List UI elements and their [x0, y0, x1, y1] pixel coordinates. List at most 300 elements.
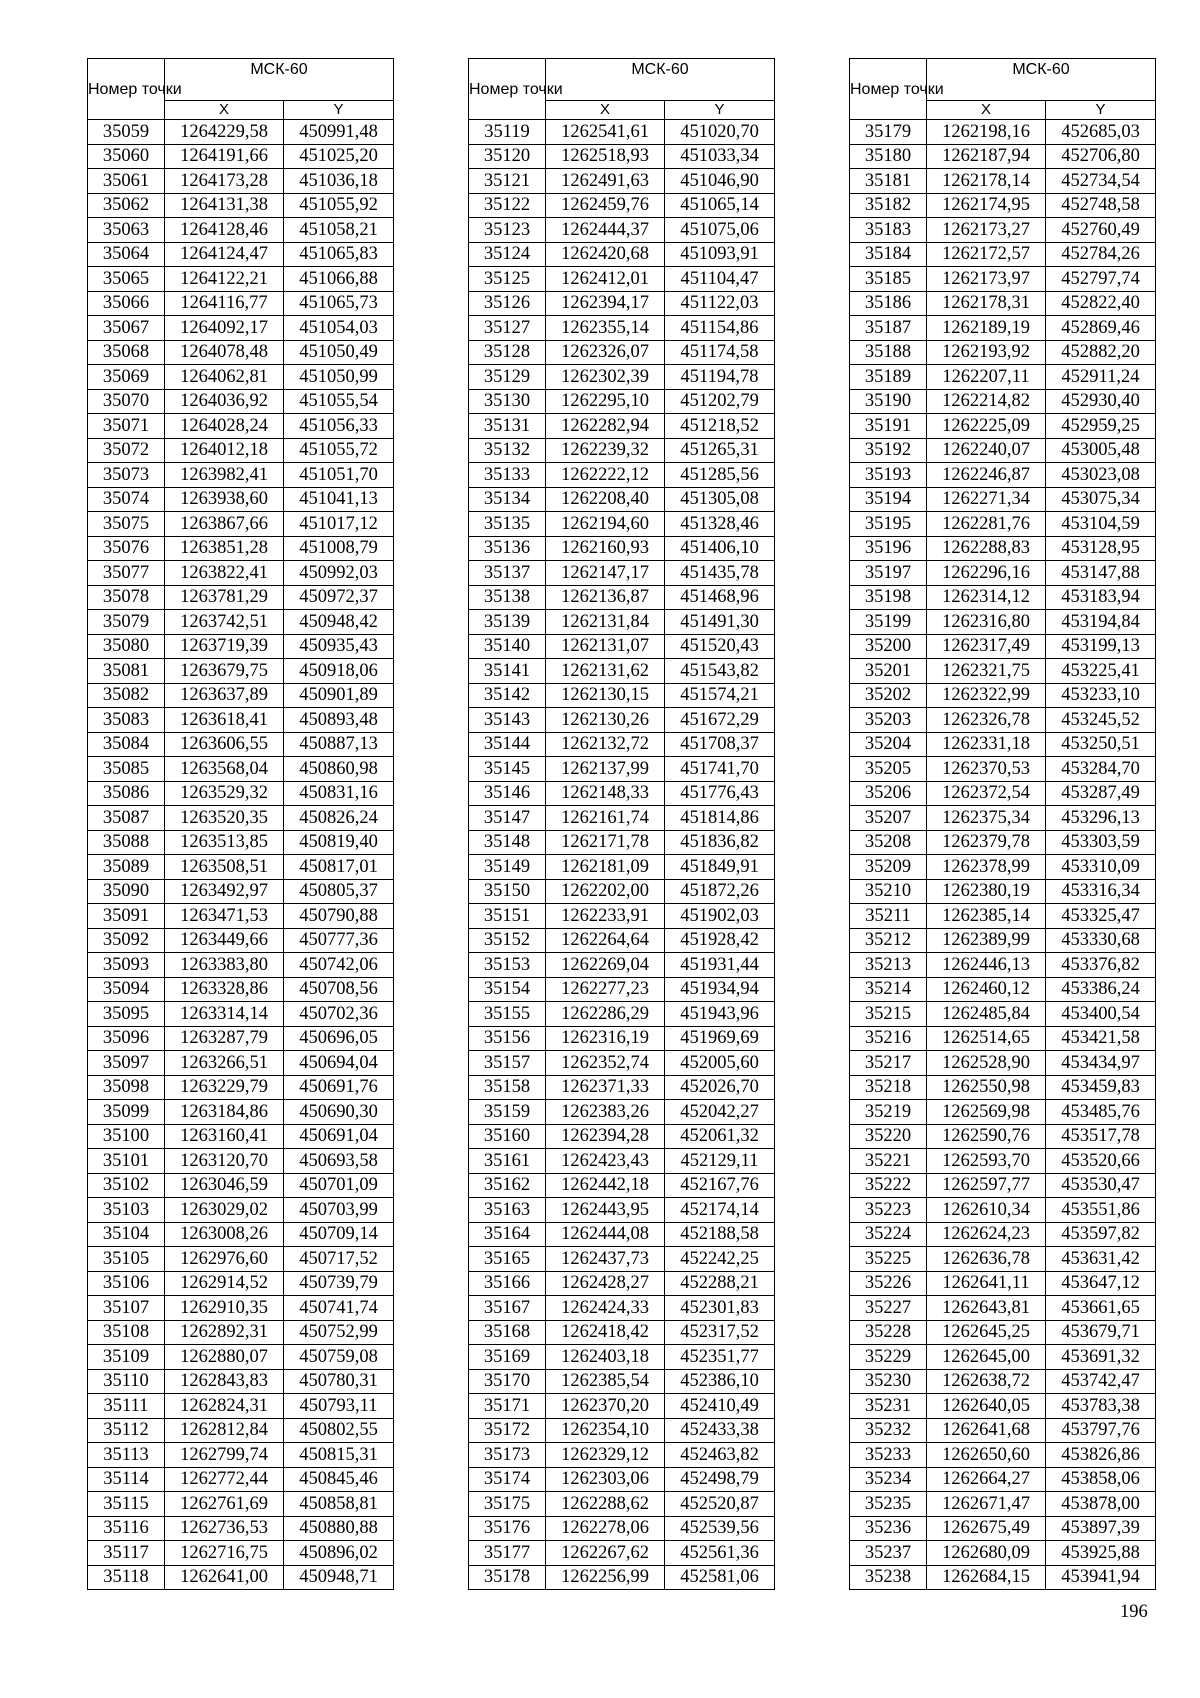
- y-coordinate-cell: 453647,12: [1046, 1271, 1156, 1296]
- x-coordinate-cell: 1262418,42: [546, 1320, 665, 1345]
- y-coordinate-cell: 452167,76: [665, 1173, 775, 1198]
- table-row: [469, 1222, 775, 1247]
- table-row: [88, 1002, 394, 1027]
- x-coordinate-cell: 1262303,06: [546, 1467, 665, 1492]
- x-coordinate-cell: 1262420,68: [546, 242, 665, 267]
- point-number-cell: 35200: [850, 634, 927, 659]
- point-number-cell: 35210: [850, 879, 927, 904]
- point-number-cell: 35208: [850, 830, 927, 855]
- table-row: [88, 1516, 394, 1541]
- x-coordinate-cell: 1262277,23: [546, 977, 665, 1002]
- y-coordinate-cell: 450991,48: [284, 120, 394, 145]
- point-number-cell: 35090: [88, 879, 165, 904]
- table-row: [88, 1467, 394, 1492]
- point-number-cell: 35184: [850, 242, 927, 267]
- x-coordinate-cell: 1262354,10: [546, 1418, 665, 1443]
- x-coordinate-cell: 1262675,49: [927, 1516, 1046, 1541]
- x-coordinate-cell: 1262424,33: [546, 1296, 665, 1321]
- x-coordinate-cell: 1262189,19: [927, 316, 1046, 341]
- table-row: [88, 1394, 394, 1419]
- y-coordinate-cell: 451285,56: [665, 463, 775, 488]
- point-number-cell: 35166: [469, 1271, 546, 1296]
- table-row: [850, 1173, 1156, 1198]
- table-row: [469, 144, 775, 169]
- point-number-cell: 35125: [469, 267, 546, 292]
- x-coordinate-cell: 1262130,15: [546, 683, 665, 708]
- x-coordinate-cell: 1263938,60: [165, 487, 284, 512]
- x-coordinate-cell: 1262161,74: [546, 806, 665, 831]
- point-number-cell: 35059: [88, 120, 165, 145]
- point-number-cell: 35093: [88, 953, 165, 978]
- table-row: [88, 1271, 394, 1296]
- x-coordinate-cell: 1262326,78: [927, 708, 1046, 733]
- x-coordinate-cell: 1262321,75: [927, 659, 1046, 684]
- y-coordinate-cell: 453400,54: [1046, 1002, 1156, 1027]
- table-row: [88, 879, 394, 904]
- table-row: [850, 1051, 1156, 1076]
- table-row: [469, 757, 775, 782]
- y-coordinate-cell: 452581,06: [665, 1565, 775, 1590]
- coordinate-system-header: МСК-60: [546, 59, 775, 101]
- y-coordinate-cell: 452784,26: [1046, 242, 1156, 267]
- x-coordinate-cell: 1262372,54: [927, 781, 1046, 806]
- point-number-cell: 35171: [469, 1394, 546, 1419]
- y-coordinate-cell: 450741,74: [284, 1296, 394, 1321]
- point-number-cell: 35095: [88, 1002, 165, 1027]
- y-coordinate-cell: 451265,31: [665, 438, 775, 463]
- point-number-cell: 35196: [850, 536, 927, 561]
- point-number-cell: 35216: [850, 1026, 927, 1051]
- coordinate-table-2: [468, 58, 775, 1590]
- point-number-cell: 35215: [850, 1002, 927, 1027]
- x-coordinate-cell: 1262208,40: [546, 487, 665, 512]
- y-coordinate-cell: 450790,88: [284, 904, 394, 929]
- point-number-cell: 35158: [469, 1075, 546, 1100]
- x-coordinate-cell: 1262403,18: [546, 1345, 665, 1370]
- table-row: [469, 487, 775, 512]
- point-number-cell: 35112: [88, 1418, 165, 1443]
- table-row: [850, 193, 1156, 218]
- table-row: [469, 1173, 775, 1198]
- x-coordinate-cell: 1262136,87: [546, 585, 665, 610]
- x-coordinate-cell: 1264036,92: [165, 389, 284, 414]
- x-coordinate-cell: 1262428,27: [546, 1271, 665, 1296]
- x-coordinate-cell: 1263867,66: [165, 512, 284, 537]
- y-coordinate-cell: 452288,21: [665, 1271, 775, 1296]
- x-coordinate-cell: 1263851,28: [165, 536, 284, 561]
- y-coordinate-cell: 450694,04: [284, 1051, 394, 1076]
- y-coordinate-cell: 451708,37: [665, 732, 775, 757]
- y-coordinate-cell: 453147,88: [1046, 561, 1156, 586]
- table-row: [850, 1345, 1156, 1370]
- point-number-cell: 35068: [88, 340, 165, 365]
- y-coordinate-cell: 451934,94: [665, 977, 775, 1002]
- point-number-cell: 35161: [469, 1149, 546, 1174]
- x-coordinate-cell: 1262148,33: [546, 781, 665, 806]
- y-coordinate-cell: 452301,83: [665, 1296, 775, 1321]
- y-coordinate-cell: 451055,92: [284, 193, 394, 218]
- table-row: [850, 218, 1156, 243]
- y-coordinate-cell: 450992,03: [284, 561, 394, 586]
- table-row: [850, 1467, 1156, 1492]
- x-coordinate-cell: 1262207,11: [927, 365, 1046, 390]
- x-coordinate-cell: 1263029,02: [165, 1198, 284, 1223]
- point-number-cell: 35198: [850, 585, 927, 610]
- point-number-cell: 35137: [469, 561, 546, 586]
- y-coordinate-cell: 450777,36: [284, 928, 394, 953]
- point-number-cell: 35082: [88, 683, 165, 708]
- table-row: [469, 414, 775, 439]
- table-row: [850, 1124, 1156, 1149]
- point-number-cell: 35069: [88, 365, 165, 390]
- point-number-cell: 35111: [88, 1394, 165, 1419]
- x-coordinate-cell: 1262286,29: [546, 1002, 665, 1027]
- point-number-cell: 35096: [88, 1026, 165, 1051]
- x-coordinate-cell: 1262282,94: [546, 414, 665, 439]
- x-coordinate-cell: 1262716,75: [165, 1541, 284, 1566]
- table-row: [469, 438, 775, 463]
- x-coordinate-cell: 1262443,95: [546, 1198, 665, 1223]
- y-coordinate-cell: 452959,25: [1046, 414, 1156, 439]
- x-coordinate-cell: 1264124,47: [165, 242, 284, 267]
- y-coordinate-cell: 453284,70: [1046, 757, 1156, 782]
- y-coordinate-cell: 452026,70: [665, 1075, 775, 1100]
- x-coordinate-cell: 1262355,14: [546, 316, 665, 341]
- point-number-cell: 35141: [469, 659, 546, 684]
- table-row: [469, 1198, 775, 1223]
- x-coordinate-cell: 1262880,07: [165, 1345, 284, 1370]
- point-number-cell: 35172: [469, 1418, 546, 1443]
- table-row: [88, 1345, 394, 1370]
- point-number-cell: 35109: [88, 1345, 165, 1370]
- point-number-cell: 35202: [850, 683, 927, 708]
- point-number-cell: 35235: [850, 1492, 927, 1517]
- y-coordinate-cell: 451520,43: [665, 634, 775, 659]
- table-row: [469, 1247, 775, 1272]
- table-row: [88, 536, 394, 561]
- x-coordinate-cell: 1262240,07: [927, 438, 1046, 463]
- point-number-header: Номер точки: [88, 59, 165, 120]
- y-coordinate-cell: 450708,56: [284, 977, 394, 1002]
- point-number-cell: 35169: [469, 1345, 546, 1370]
- table-row: [469, 1100, 775, 1125]
- table-row: [850, 267, 1156, 292]
- table-row: [850, 1222, 1156, 1247]
- table-row: [850, 1418, 1156, 1443]
- point-number-cell: 35229: [850, 1345, 927, 1370]
- x-coordinate-cell: 1262640,05: [927, 1394, 1046, 1419]
- x-coordinate-cell: 1262684,15: [927, 1565, 1046, 1590]
- x-coordinate-cell: 1262385,14: [927, 904, 1046, 929]
- table-row: [88, 1492, 394, 1517]
- point-number-cell: 35233: [850, 1443, 927, 1468]
- table-row: [850, 1198, 1156, 1223]
- point-number-cell: 35084: [88, 732, 165, 757]
- y-coordinate-cell: 450693,58: [284, 1149, 394, 1174]
- x-coordinate-cell: 1264122,21: [165, 267, 284, 292]
- y-coordinate-cell: 453245,52: [1046, 708, 1156, 733]
- x-coordinate-cell: 1264131,38: [165, 193, 284, 218]
- y-coordinate-cell: 450893,48: [284, 708, 394, 733]
- y-coordinate-cell: 452882,20: [1046, 340, 1156, 365]
- table-row: [88, 659, 394, 684]
- point-number-cell: 35179: [850, 120, 927, 145]
- table-row: [469, 169, 775, 194]
- x-coordinate-cell: 1264128,46: [165, 218, 284, 243]
- point-number-cell: 35173: [469, 1443, 546, 1468]
- x-coordinate-cell: 1262799,74: [165, 1443, 284, 1468]
- table-row: [850, 1369, 1156, 1394]
- y-coordinate-cell: 451033,34: [665, 144, 775, 169]
- y-coordinate-cell: 450742,06: [284, 953, 394, 978]
- y-coordinate-cell: 453485,76: [1046, 1100, 1156, 1125]
- x-coordinate-cell: 1262264,64: [546, 928, 665, 953]
- x-coordinate-cell: 1262485,84: [927, 1002, 1046, 1027]
- table-row: [469, 855, 775, 880]
- x-coordinate-cell: 1262172,57: [927, 242, 1046, 267]
- point-number-cell: 35076: [88, 536, 165, 561]
- point-number-cell: 35219: [850, 1100, 927, 1125]
- table-row: [88, 904, 394, 929]
- table-row: [88, 463, 394, 488]
- table-row: [469, 1565, 775, 1590]
- table-row: [850, 1443, 1156, 1468]
- x-coordinate-cell: 1262491,63: [546, 169, 665, 194]
- x-column-header: X: [546, 101, 665, 120]
- point-number-cell: 35207: [850, 806, 927, 831]
- point-number-cell: 35065: [88, 267, 165, 292]
- point-number-cell: 35128: [469, 340, 546, 365]
- table-row: [88, 561, 394, 586]
- point-number-header: Номер точки: [469, 59, 546, 120]
- table-row: [88, 977, 394, 1002]
- table-row: [850, 1516, 1156, 1541]
- y-coordinate-cell: 450826,24: [284, 806, 394, 831]
- point-number-cell: 35143: [469, 708, 546, 733]
- table-row: [88, 1541, 394, 1566]
- table-row: [469, 1051, 775, 1076]
- y-coordinate-cell: 451036,18: [284, 169, 394, 194]
- x-coordinate-cell: 1263287,79: [165, 1026, 284, 1051]
- x-coordinate-cell: 1262892,31: [165, 1320, 284, 1345]
- table-row: [469, 218, 775, 243]
- x-column-header: X: [165, 101, 284, 120]
- x-coordinate-cell: 1262650,60: [927, 1443, 1046, 1468]
- x-coordinate-cell: 1262914,52: [165, 1271, 284, 1296]
- y-coordinate-cell: 453303,59: [1046, 830, 1156, 855]
- y-coordinate-cell: 453075,34: [1046, 487, 1156, 512]
- x-coordinate-cell: 1262352,74: [546, 1051, 665, 1076]
- y-coordinate-cell: 450887,13: [284, 732, 394, 757]
- table-row: [850, 1002, 1156, 1027]
- table-row: [850, 732, 1156, 757]
- y-coordinate-cell: 453421,58: [1046, 1026, 1156, 1051]
- table-row: [850, 904, 1156, 929]
- x-coordinate-cell: 1263449,66: [165, 928, 284, 953]
- y-coordinate-cell: 451776,43: [665, 781, 775, 806]
- table-row: [88, 438, 394, 463]
- y-coordinate-cell: 453783,38: [1046, 1394, 1156, 1419]
- x-coordinate-cell: 1262131,62: [546, 659, 665, 684]
- table-row: [469, 610, 775, 635]
- table-row: [88, 487, 394, 512]
- point-number-cell: 35175: [469, 1492, 546, 1517]
- y-coordinate-cell: 451050,99: [284, 365, 394, 390]
- x-coordinate-cell: 1262444,08: [546, 1222, 665, 1247]
- table-row: [469, 1492, 775, 1517]
- x-coordinate-cell: 1263513,85: [165, 830, 284, 855]
- y-coordinate-cell: 451836,82: [665, 830, 775, 855]
- table-row: [850, 120, 1156, 145]
- point-number-cell: 35181: [850, 169, 927, 194]
- y-coordinate-cell: 451202,79: [665, 389, 775, 414]
- x-coordinate-cell: 1263046,59: [165, 1173, 284, 1198]
- point-number-cell: 35072: [88, 438, 165, 463]
- point-number-header: Номер точки: [850, 59, 927, 120]
- x-coordinate-cell: 1264191,66: [165, 144, 284, 169]
- table-body: [469, 120, 775, 1590]
- x-coordinate-cell: 1262171,78: [546, 830, 665, 855]
- table-row: [469, 1320, 775, 1345]
- x-coordinate-cell: 1263229,79: [165, 1075, 284, 1100]
- point-number-cell: 35154: [469, 977, 546, 1002]
- coordinate-system-header: МСК-60: [165, 59, 394, 101]
- table-row: [469, 193, 775, 218]
- y-coordinate-cell: 451931,44: [665, 953, 775, 978]
- y-coordinate-cell: 453023,08: [1046, 463, 1156, 488]
- y-coordinate-cell: 451305,08: [665, 487, 775, 512]
- point-number-cell: 35094: [88, 977, 165, 1002]
- y-coordinate-cell: 450817,01: [284, 855, 394, 880]
- x-coordinate-cell: 1262281,76: [927, 512, 1046, 537]
- x-coordinate-cell: 1262316,80: [927, 610, 1046, 635]
- y-coordinate-cell: 451056,33: [284, 414, 394, 439]
- point-number-cell: 35156: [469, 1026, 546, 1051]
- point-number-cell: 35188: [850, 340, 927, 365]
- point-number-cell: 35212: [850, 928, 927, 953]
- x-coordinate-cell: 1262214,82: [927, 389, 1046, 414]
- table-row: [850, 928, 1156, 953]
- table-row: [88, 389, 394, 414]
- table-row: [850, 659, 1156, 684]
- x-coordinate-cell: 1262442,18: [546, 1173, 665, 1198]
- table-row: [88, 830, 394, 855]
- point-number-cell: 35180: [850, 144, 927, 169]
- point-number-cell: 35221: [850, 1149, 927, 1174]
- y-coordinate-cell: 450972,37: [284, 585, 394, 610]
- table-row: [850, 1271, 1156, 1296]
- y-coordinate-cell: 452685,03: [1046, 120, 1156, 145]
- y-coordinate-cell: 450845,46: [284, 1467, 394, 1492]
- x-coordinate-cell: 1262824,31: [165, 1394, 284, 1419]
- table-row: [469, 389, 775, 414]
- table-row: [469, 1271, 775, 1296]
- y-coordinate-cell: 453597,82: [1046, 1222, 1156, 1247]
- y-coordinate-cell: 452188,58: [665, 1222, 775, 1247]
- point-number-cell: 35237: [850, 1541, 927, 1566]
- table-row: [850, 806, 1156, 831]
- y-coordinate-cell: 452242,25: [665, 1247, 775, 1272]
- table-row: [850, 1492, 1156, 1517]
- y-coordinate-cell: 453183,94: [1046, 585, 1156, 610]
- x-coordinate-cell: 1263781,29: [165, 585, 284, 610]
- point-number-cell: 35133: [469, 463, 546, 488]
- table-row: [88, 1173, 394, 1198]
- x-coordinate-cell: 1262322,99: [927, 683, 1046, 708]
- x-coordinate-cell: 1262772,44: [165, 1467, 284, 1492]
- coordinate-system-header: МСК-60: [927, 59, 1156, 101]
- y-coordinate-cell: 451041,13: [284, 487, 394, 512]
- x-coordinate-cell: 1262132,72: [546, 732, 665, 757]
- y-coordinate-cell: 451075,06: [665, 218, 775, 243]
- table-row: [88, 1369, 394, 1394]
- table-row: [469, 512, 775, 537]
- table-row: [469, 1149, 775, 1174]
- point-number-cell: 35060: [88, 144, 165, 169]
- table-row: [88, 1198, 394, 1223]
- table-row: [88, 291, 394, 316]
- x-coordinate-cell: 1263266,51: [165, 1051, 284, 1076]
- y-coordinate-cell: 451969,69: [665, 1026, 775, 1051]
- point-number-cell: 35174: [469, 1467, 546, 1492]
- x-coordinate-cell: 1262187,94: [927, 144, 1046, 169]
- point-number-cell: 35092: [88, 928, 165, 953]
- x-coordinate-cell: 1262514,65: [927, 1026, 1046, 1051]
- point-number-cell: 35203: [850, 708, 927, 733]
- x-coordinate-cell: 1262269,04: [546, 953, 665, 978]
- point-number-cell: 35145: [469, 757, 546, 782]
- y-coordinate-cell: 453296,13: [1046, 806, 1156, 831]
- y-coordinate-cell: 453858,06: [1046, 1467, 1156, 1492]
- x-coordinate-cell: 1262664,27: [927, 1467, 1046, 1492]
- table-row: [88, 120, 394, 145]
- table-row: [88, 1296, 394, 1321]
- y-coordinate-cell: 450701,09: [284, 1173, 394, 1198]
- x-coordinate-cell: 1264062,81: [165, 365, 284, 390]
- x-coordinate-cell: 1262593,70: [927, 1149, 1046, 1174]
- point-number-cell: 35139: [469, 610, 546, 635]
- point-number-cell: 35136: [469, 536, 546, 561]
- table-row: [469, 1541, 775, 1566]
- table-row: [850, 1320, 1156, 1345]
- y-coordinate-cell: 451050,49: [284, 340, 394, 365]
- x-coordinate-cell: 1263383,80: [165, 953, 284, 978]
- y-column-header: Y: [1046, 101, 1156, 120]
- y-coordinate-cell: 450918,06: [284, 659, 394, 684]
- x-coordinate-cell: 1262160,93: [546, 536, 665, 561]
- table-row: [850, 879, 1156, 904]
- y-coordinate-cell: 452748,58: [1046, 193, 1156, 218]
- y-coordinate-cell: 453517,78: [1046, 1124, 1156, 1149]
- point-number-cell: 35078: [88, 585, 165, 610]
- x-coordinate-cell: 1262597,77: [927, 1173, 1046, 1198]
- y-coordinate-cell: 451814,86: [665, 806, 775, 831]
- point-number-cell: 35120: [469, 144, 546, 169]
- point-number-cell: 35227: [850, 1296, 927, 1321]
- x-coordinate-cell: 1262256,99: [546, 1565, 665, 1590]
- y-coordinate-cell: 451491,30: [665, 610, 775, 635]
- y-coordinate-cell: 451328,46: [665, 512, 775, 537]
- x-coordinate-cell: 1262394,17: [546, 291, 665, 316]
- point-number-cell: 35077: [88, 561, 165, 586]
- x-coordinate-cell: 1262181,09: [546, 855, 665, 880]
- y-coordinate-cell: 452463,82: [665, 1443, 775, 1468]
- point-number-cell: 35115: [88, 1492, 165, 1517]
- point-number-cell: 35177: [469, 1541, 546, 1566]
- point-number-cell: 35080: [88, 634, 165, 659]
- table-row: [469, 1124, 775, 1149]
- table-row: [88, 1247, 394, 1272]
